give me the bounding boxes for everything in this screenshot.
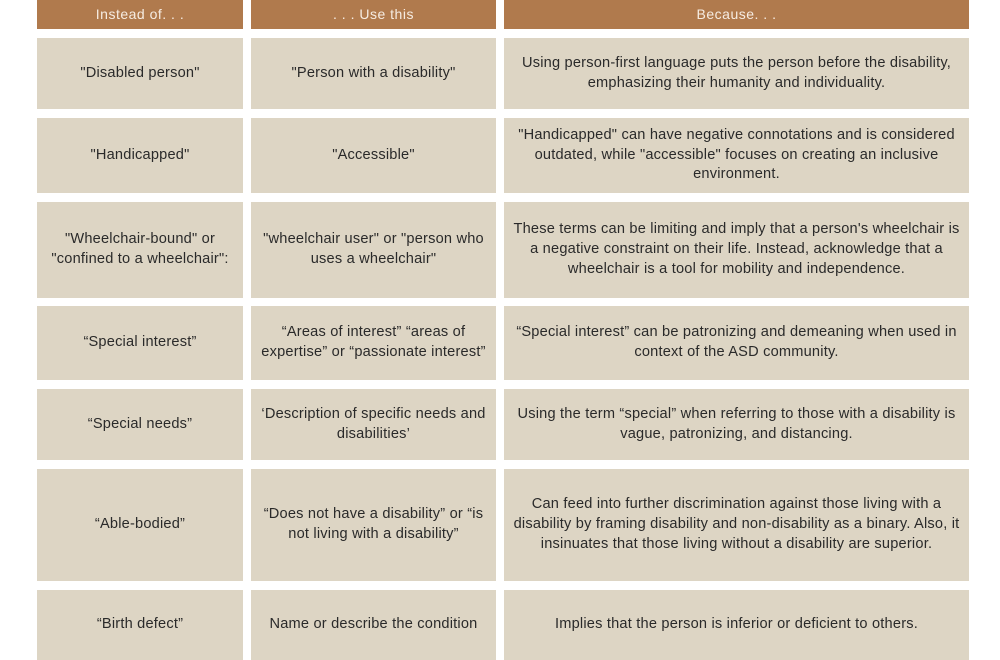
header-instead-of: Instead of. . . bbox=[37, 0, 243, 29]
instead-cell: "Wheelchair-bound" or "confined to a wheelchair": bbox=[37, 202, 243, 298]
table-row bbox=[37, 590, 969, 660]
use-cell: ‘Description of specific needs and disabilities’ bbox=[251, 389, 496, 460]
because-cell: Can feed into further discrimination against those living with a disability by framing disability and non-disability as a binary. Also, it insinuates that those living without a disability are superior. bbox=[504, 469, 969, 581]
because-cell: These terms can be limiting and imply that a person's wheelchair is a negative constraint on their life. Instead, acknowledge that a wheelchair is a tool for mobility and independence. bbox=[504, 202, 969, 298]
table-row bbox=[37, 389, 969, 460]
header-use-this: . . . Use this bbox=[251, 0, 496, 29]
table-row bbox=[37, 202, 969, 298]
because-cell: “Special interest” can be patronizing and demeaning when used in context of the ASD community. bbox=[504, 306, 969, 380]
use-cell: "Person with a disability" bbox=[251, 38, 496, 109]
header-because: Because. . . bbox=[504, 0, 969, 29]
use-cell: "Accessible" bbox=[251, 118, 496, 193]
use-cell: “Does not have a disability” or “is not living with a disability” bbox=[251, 469, 496, 581]
use-cell: “Areas of interest” “areas of expertise” or “passionate interest” bbox=[251, 306, 496, 380]
instead-cell: “Birth defect” bbox=[37, 590, 243, 660]
table-row bbox=[37, 118, 969, 193]
instead-cell: “Able-bodied” bbox=[37, 469, 243, 581]
because-cell: Using the term “special” when referring to those with a disability is vague, patronizing, and distancing. bbox=[504, 389, 969, 460]
because-cell: Implies that the person is inferior or deficient to others. bbox=[504, 590, 969, 660]
table-row bbox=[37, 469, 969, 581]
because-cell: "Handicapped" can have negative connotations and is considered outdated, while "accessible" focuses on creating an inclusive environment. bbox=[504, 118, 969, 193]
table-row bbox=[37, 38, 969, 109]
instead-cell: "Handicapped" bbox=[37, 118, 243, 193]
use-cell: Name or describe the condition bbox=[251, 590, 496, 660]
table-header bbox=[37, 0, 969, 29]
because-cell: Using person-first language puts the person before the disability, emphasizing their humanity and individuality. bbox=[504, 38, 969, 109]
instead-cell: “Special needs” bbox=[37, 389, 243, 460]
use-cell: "wheelchair user" or "person who uses a wheelchair" bbox=[251, 202, 496, 298]
instead-cell: “Special interest” bbox=[37, 306, 243, 380]
table-row bbox=[37, 306, 969, 380]
instead-cell: "Disabled person" bbox=[37, 38, 243, 109]
